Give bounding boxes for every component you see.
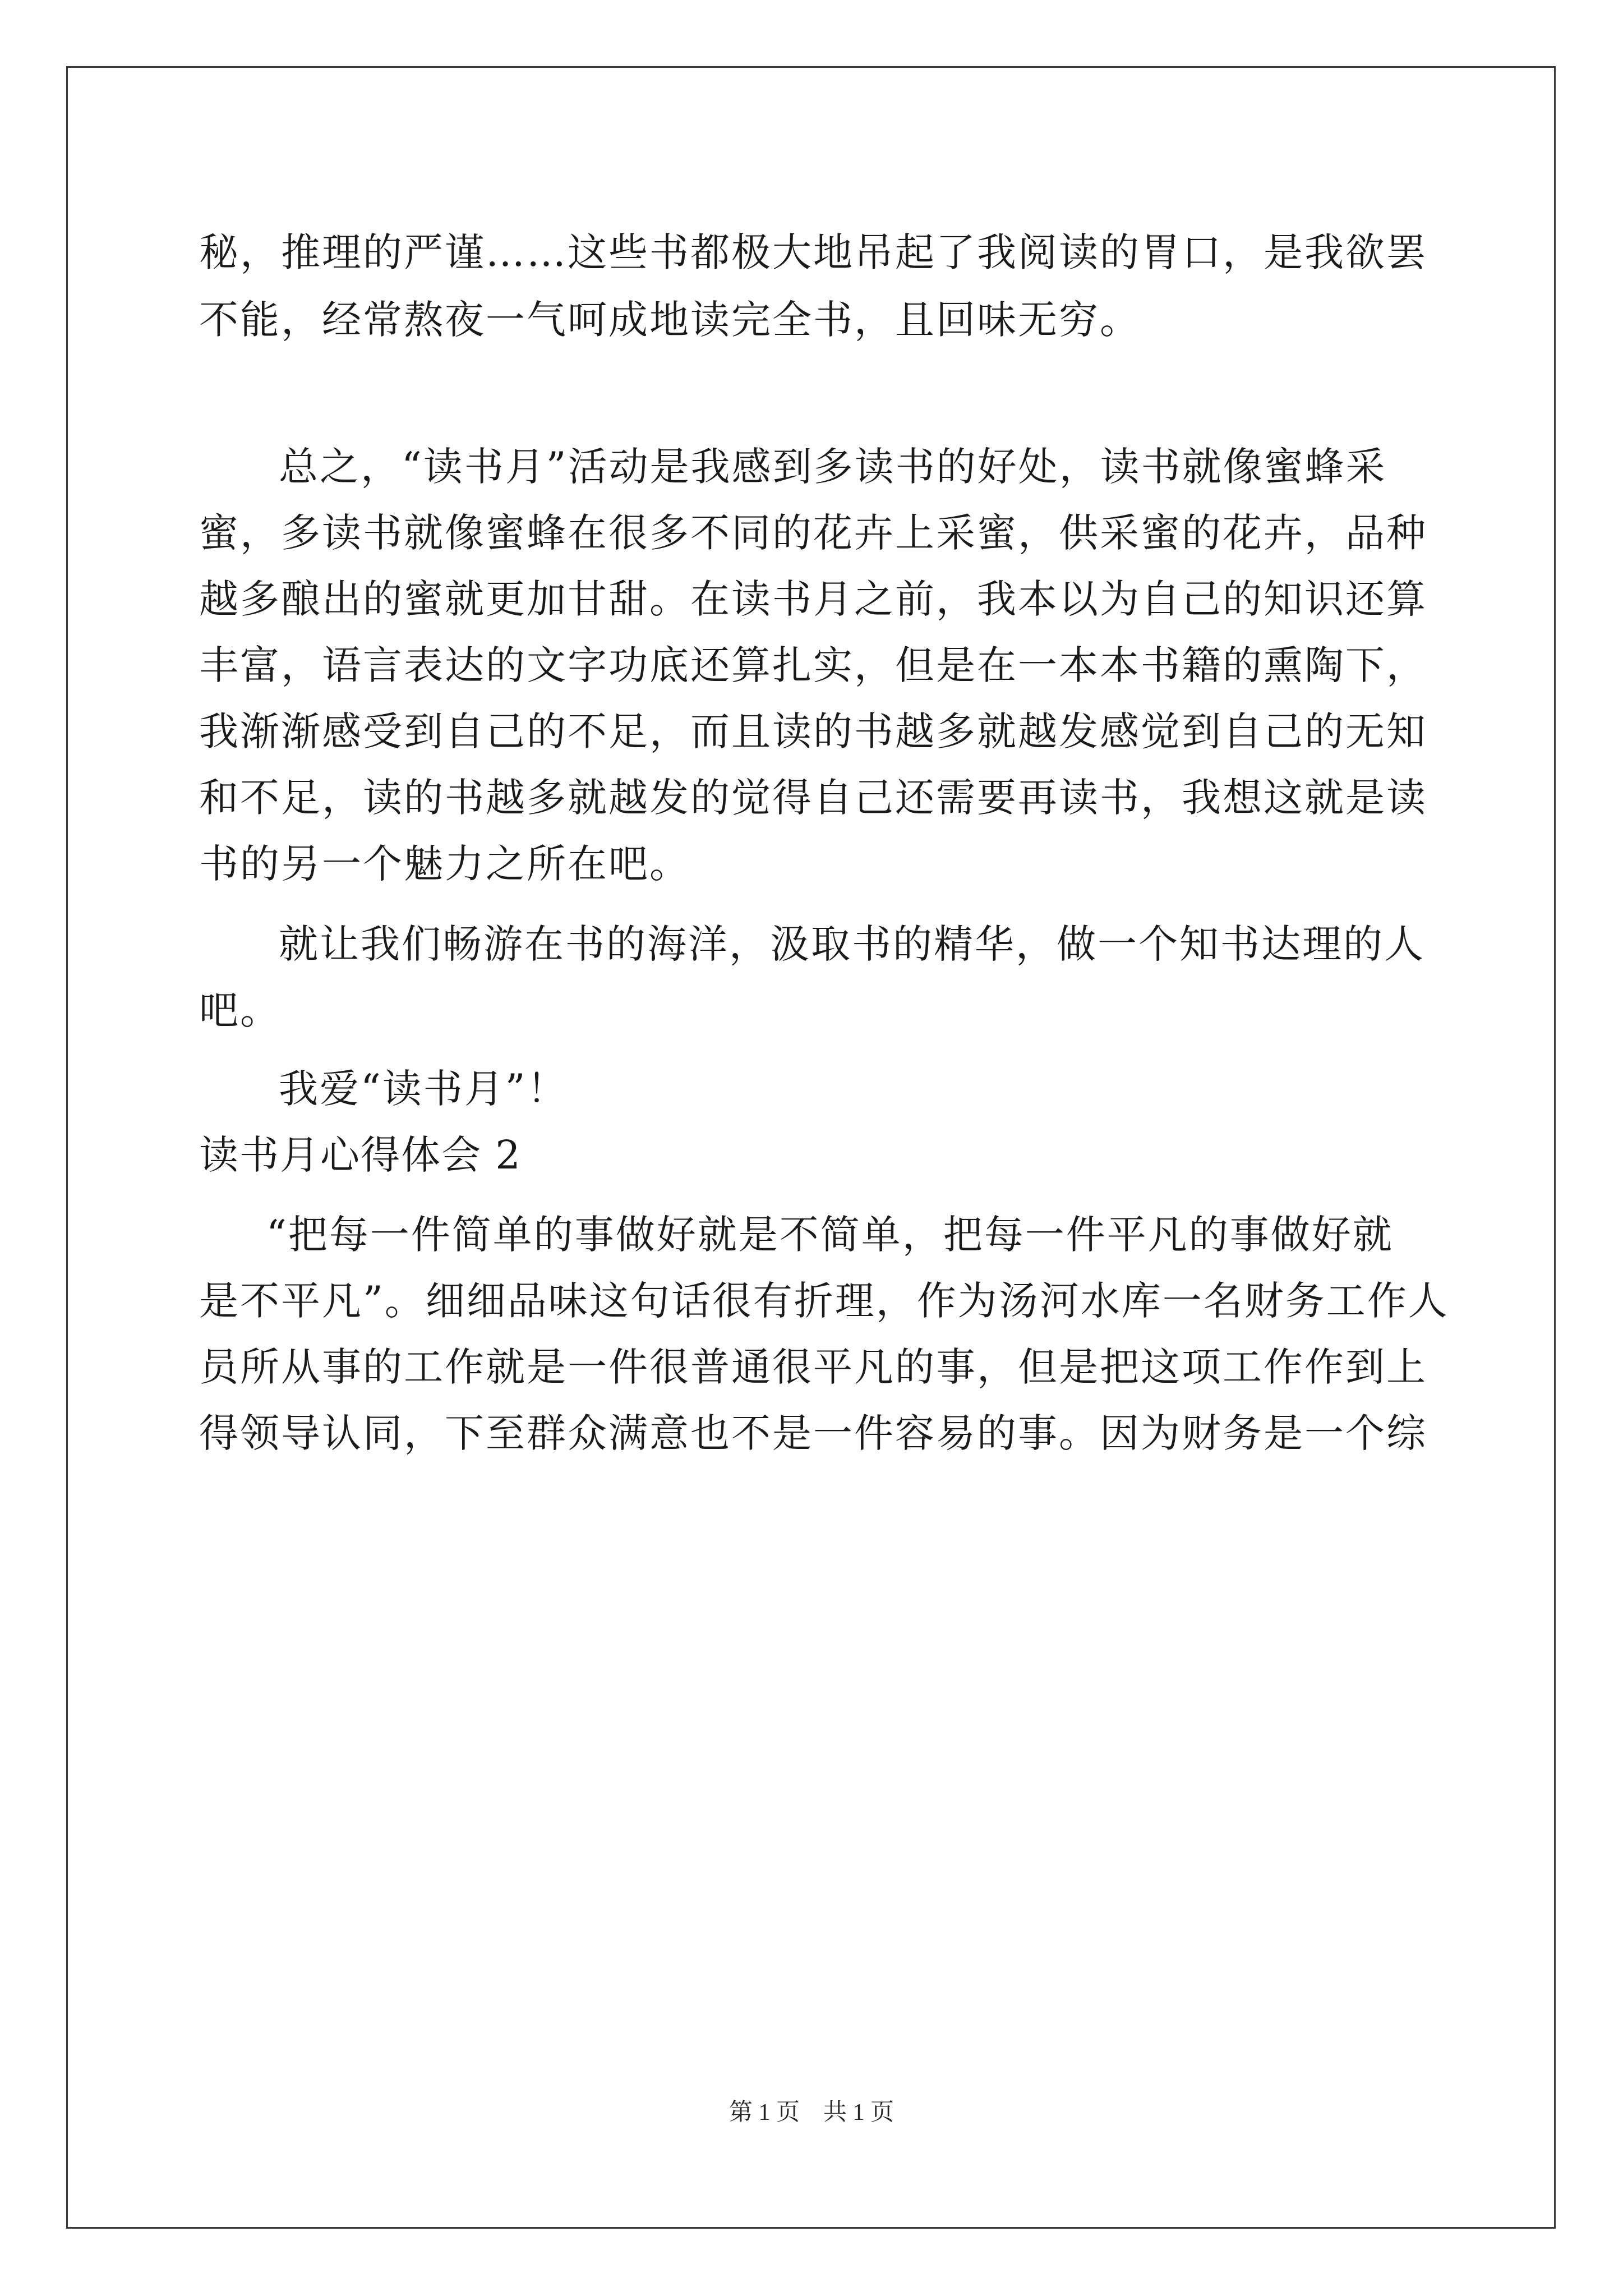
paragraph-line: 我爱“读书月”！ (279, 1066, 568, 1112)
paragraph-line: 得领导认同，下至群众满意也不是一件容易的事。因为财务是一个综 (199, 1410, 1427, 1456)
paragraph-line: 蜜，多读书就像蜜蜂在很多不同的花卉上采蜜，供采蜜的花卉，品种 (199, 510, 1427, 556)
paragraph-line: 是不平凡”。细细品味这句话很有折理，作为汤河水库一名财务工作人 (199, 1278, 1449, 1324)
paragraph-line: 秘，推理的严谨……这些书都极大地吊起了我阅读的胃口，是我欲罢 (199, 229, 1427, 275)
paragraph-line: 员所从事的工作就是一件很普通很平凡的事，但是把这项工作作到上 (199, 1344, 1427, 1390)
page-footer: 第 1 页 共 1 页 (728, 2100, 894, 2125)
paragraph-line: 不能，经常熬夜一气呵成地读完全书，且回味无穷。 (199, 297, 1141, 343)
paragraph-line: 吧。 (199, 987, 281, 1033)
paragraph-line: 就让我们畅游在书的海洋，汲取书的精华，做一个知书达理的人 (279, 921, 1425, 967)
paragraph-line: 越多酿出的蜜就更加甘甜。在读书月之前，我本以为自己的知识还算 (199, 576, 1427, 622)
section-heading: 读书月心得体会 2 (199, 1132, 522, 1178)
paragraph-line: 书的另一个魅力之所在吧。 (199, 841, 690, 887)
paragraph-line: “把每一件简单的事做好就是不简单，把每一件平凡的事做好就 (266, 1212, 1394, 1258)
paragraph-line: 我渐渐感受到自己的不足，而且读的书越多就越发感觉到自己的无知 (199, 708, 1427, 754)
paragraph-line: 和不足，读的书越多就越发的觉得自己还需要再读书，我想这就是读 (199, 775, 1427, 821)
paragraph-line: 丰富，语言表达的文字功底还算扎实，但是在一本本书籍的熏陶下， (199, 642, 1427, 688)
paragraph-line: 总之，“读书月”活动是我感到多读书的好处，读书就像蜜蜂采 (279, 444, 1387, 490)
